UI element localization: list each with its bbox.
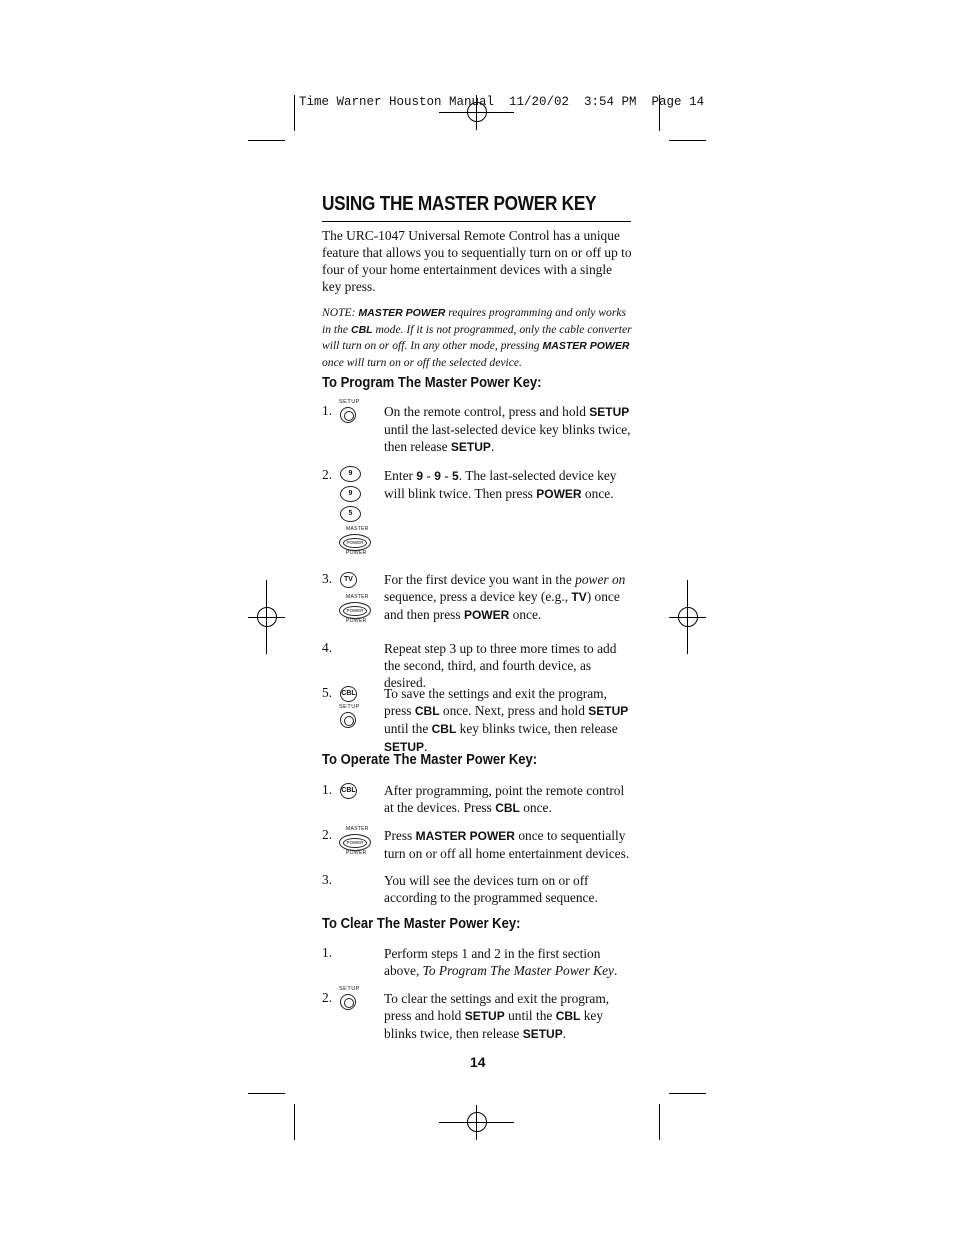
tv-key-icon: TV <box>340 572 357 588</box>
step-number: 1. <box>322 782 333 797</box>
master-power-key-icon: MASTER POWER POWER <box>338 594 372 626</box>
step-icons <box>338 783 357 803</box>
intro-paragraph: The URC-1047 Universal Remote Control has a unique feature that allows you to sequentially turn on or off up to four of your home entertainment devices with a single key press. <box>322 228 632 294</box>
key-9-icon: 9 <box>340 466 361 482</box>
step-number: 2. <box>322 467 333 482</box>
step-text: For the first device you want in the power on sequence, press a device key (e.g., TV) once and then press POWER once. <box>384 572 626 622</box>
print-slug: Time Warner Houston Manual 11/20/02 3:54 PM Page 14 <box>299 95 705 109</box>
step-number: 3. <box>322 571 333 586</box>
step-number: 1. <box>322 403 333 418</box>
step-icons <box>338 986 358 1010</box>
registration-circle <box>257 607 277 627</box>
master-power-key-icon: MASTER POWER POWER <box>338 526 372 558</box>
cbl-key-icon: CBL <box>340 686 357 702</box>
cbl-key-icon: CBL <box>340 783 357 799</box>
title-rule <box>322 221 631 222</box>
key-9-icon: 9 <box>340 486 361 502</box>
crop-mark <box>669 140 706 141</box>
step-text: Repeat step 3 up to three more times to add the second, third, and fourth device, as desired. <box>384 641 617 690</box>
step-text: To clear the settings and exit the program, press and hold SETUP until the CBL key blinks twice, then release SETUP. <box>384 991 610 1041</box>
crop-mark <box>248 140 285 141</box>
page-title: USING THE MASTER POWER KEY <box>322 193 597 215</box>
crop-mark <box>248 1093 285 1094</box>
step-text: You will see the devices turn on or off according to the programmed sequence. <box>384 873 598 905</box>
section-heading-program: To Program The Master Power Key: <box>322 375 542 391</box>
step-number: 5. <box>322 685 333 700</box>
step-text: To save the settings and exit the program, press CBL once. Next, press and hold SETUP until the CBL key blinks twice, then release SETUP. <box>384 686 629 754</box>
step-text: On the remote control, press and hold SETUP until the last-selected device key blinks twice, then release SETUP. <box>384 404 631 454</box>
step-number: 1. <box>322 945 333 960</box>
setup-key-icon: SETUP <box>338 399 358 423</box>
step-icons <box>338 826 372 858</box>
step-text: Perform steps 1 and 2 in the first section above, To Program The Master Power Key. <box>384 946 618 978</box>
key-5-icon: 5 <box>340 506 361 522</box>
setup-key-icon: SETUP <box>338 704 358 728</box>
step-text: Press MASTER POWER once to sequentially turn on or off all home entertainment devices. <box>384 828 630 861</box>
step-icons <box>338 572 372 626</box>
step-text: After programming, point the remote control at the devices. Press CBL once. <box>384 783 625 815</box>
setup-key-icon: SETUP <box>338 986 358 1010</box>
step-icons <box>338 686 358 728</box>
section-heading-clear: To Clear The Master Power Key: <box>322 916 521 932</box>
master-power-key-icon: MASTER POWER POWER <box>338 826 372 858</box>
step-number: 4. <box>322 640 333 655</box>
page-number: 14 <box>470 1054 486 1070</box>
step-number: 3. <box>322 872 333 887</box>
crop-mark <box>294 95 295 131</box>
crop-mark <box>669 1093 706 1094</box>
crop-mark <box>659 1104 660 1140</box>
step-number: 2. <box>322 827 333 842</box>
crop-mark <box>294 1104 295 1140</box>
registration-circle <box>678 607 698 627</box>
note-paragraph: NOTE: MASTER POWER requires programming and only works in the CBL mode. If it is not programmed, only the cable converter will turn on or off. In any other mode, pressing MASTER POWER once will turn on or off the selected device. <box>322 306 632 369</box>
step-text: Enter 9 - 9 - 5. The last-selected device key will blink twice. Then press POWER once. <box>384 468 617 501</box>
step-icons <box>338 399 358 423</box>
step-number: 2. <box>322 990 333 1005</box>
section-heading-operate: To Operate The Master Power Key: <box>322 752 538 768</box>
registration-circle <box>467 1112 487 1132</box>
step-icons <box>338 466 372 558</box>
